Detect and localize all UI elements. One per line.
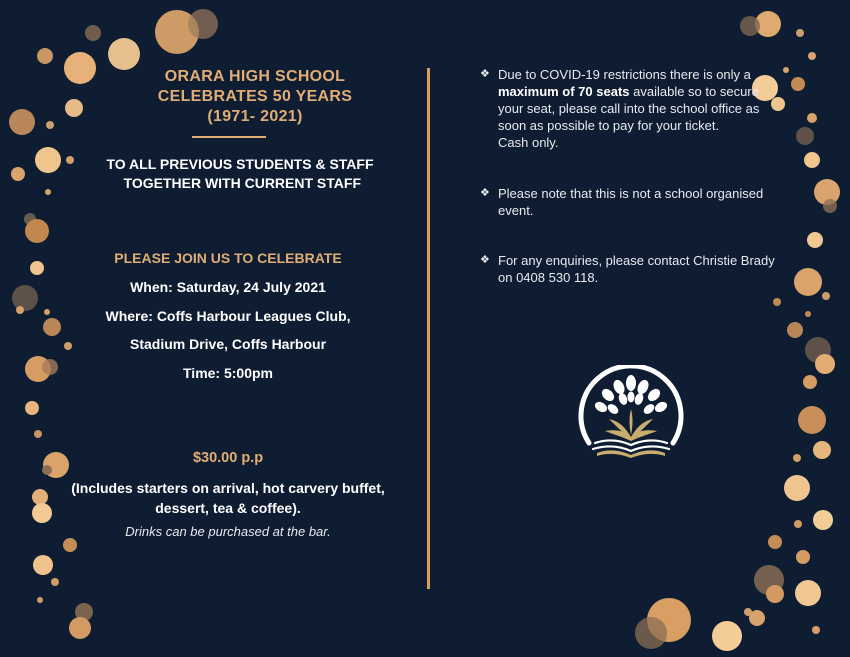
event-where-line-1: Where: Coffs Harbour Leagues Club,: [105, 308, 351, 324]
audience-heading: [90, 155, 390, 193]
school-tree-book-logo-icon: [575, 365, 687, 460]
event-time: Time: 5:00pm: [183, 365, 273, 381]
notes-list: [480, 66, 785, 286]
note-not-organised: [480, 185, 785, 219]
diamond-bullet-icon: ❖: [480, 68, 490, 80]
event-where-line-2: Stadium Drive, Coffs Harbour: [129, 336, 327, 352]
title-line-3: (1971- 2021): [207, 108, 303, 125]
event-when: When: Saturday, 24 July 2021: [130, 279, 326, 295]
enquiries-text: For any enquiries, please contact Christie Brady on 0408 530 118.: [498, 253, 775, 285]
price-includes: [50, 478, 406, 518]
audience-line-1: TO ALL PREVIOUS STUDENTS & STAFF: [106, 156, 374, 172]
includes-line-1: (Includes starters on arrival, hot carvery buffet,: [71, 480, 385, 496]
includes-line-2: dessert, tea & coffee).: [155, 500, 301, 516]
covid-text-start: Due to COVID-19 restrictions there is only a: [498, 67, 751, 82]
covid-seat-limit: maximum of 70 seats: [498, 84, 630, 99]
drinks-note: Drinks can be purchased at the bar.: [125, 524, 331, 539]
note-enquiries: [480, 252, 785, 286]
covid-cash-only: Cash only.: [498, 135, 559, 150]
title-underline: [192, 136, 266, 138]
column-divider: [427, 68, 430, 589]
audience-line-2: TOGETHER WITH CURRENT STAFF: [123, 175, 361, 191]
ticket-price: $30.00 p.p: [192, 450, 264, 466]
title-line-1: ORARA HIGH SCHOOL: [164, 68, 346, 85]
join-heading: PLEASE JOIN US TO CELEBRATE: [114, 250, 342, 266]
title-line-2: CELEBRATES 50 YEARS: [157, 88, 353, 105]
diamond-bullet-icon: ❖: [480, 187, 490, 199]
event-title: [105, 67, 405, 127]
covid-text-end: available so to secure your seat, please call into the school office as soon as possible to pay for your ticket.: [498, 84, 760, 133]
diamond-bullet-icon: ❖: [480, 254, 490, 266]
not-organised-text: Please note that this is not a school organised event.: [498, 186, 764, 218]
note-covid: [480, 66, 785, 151]
